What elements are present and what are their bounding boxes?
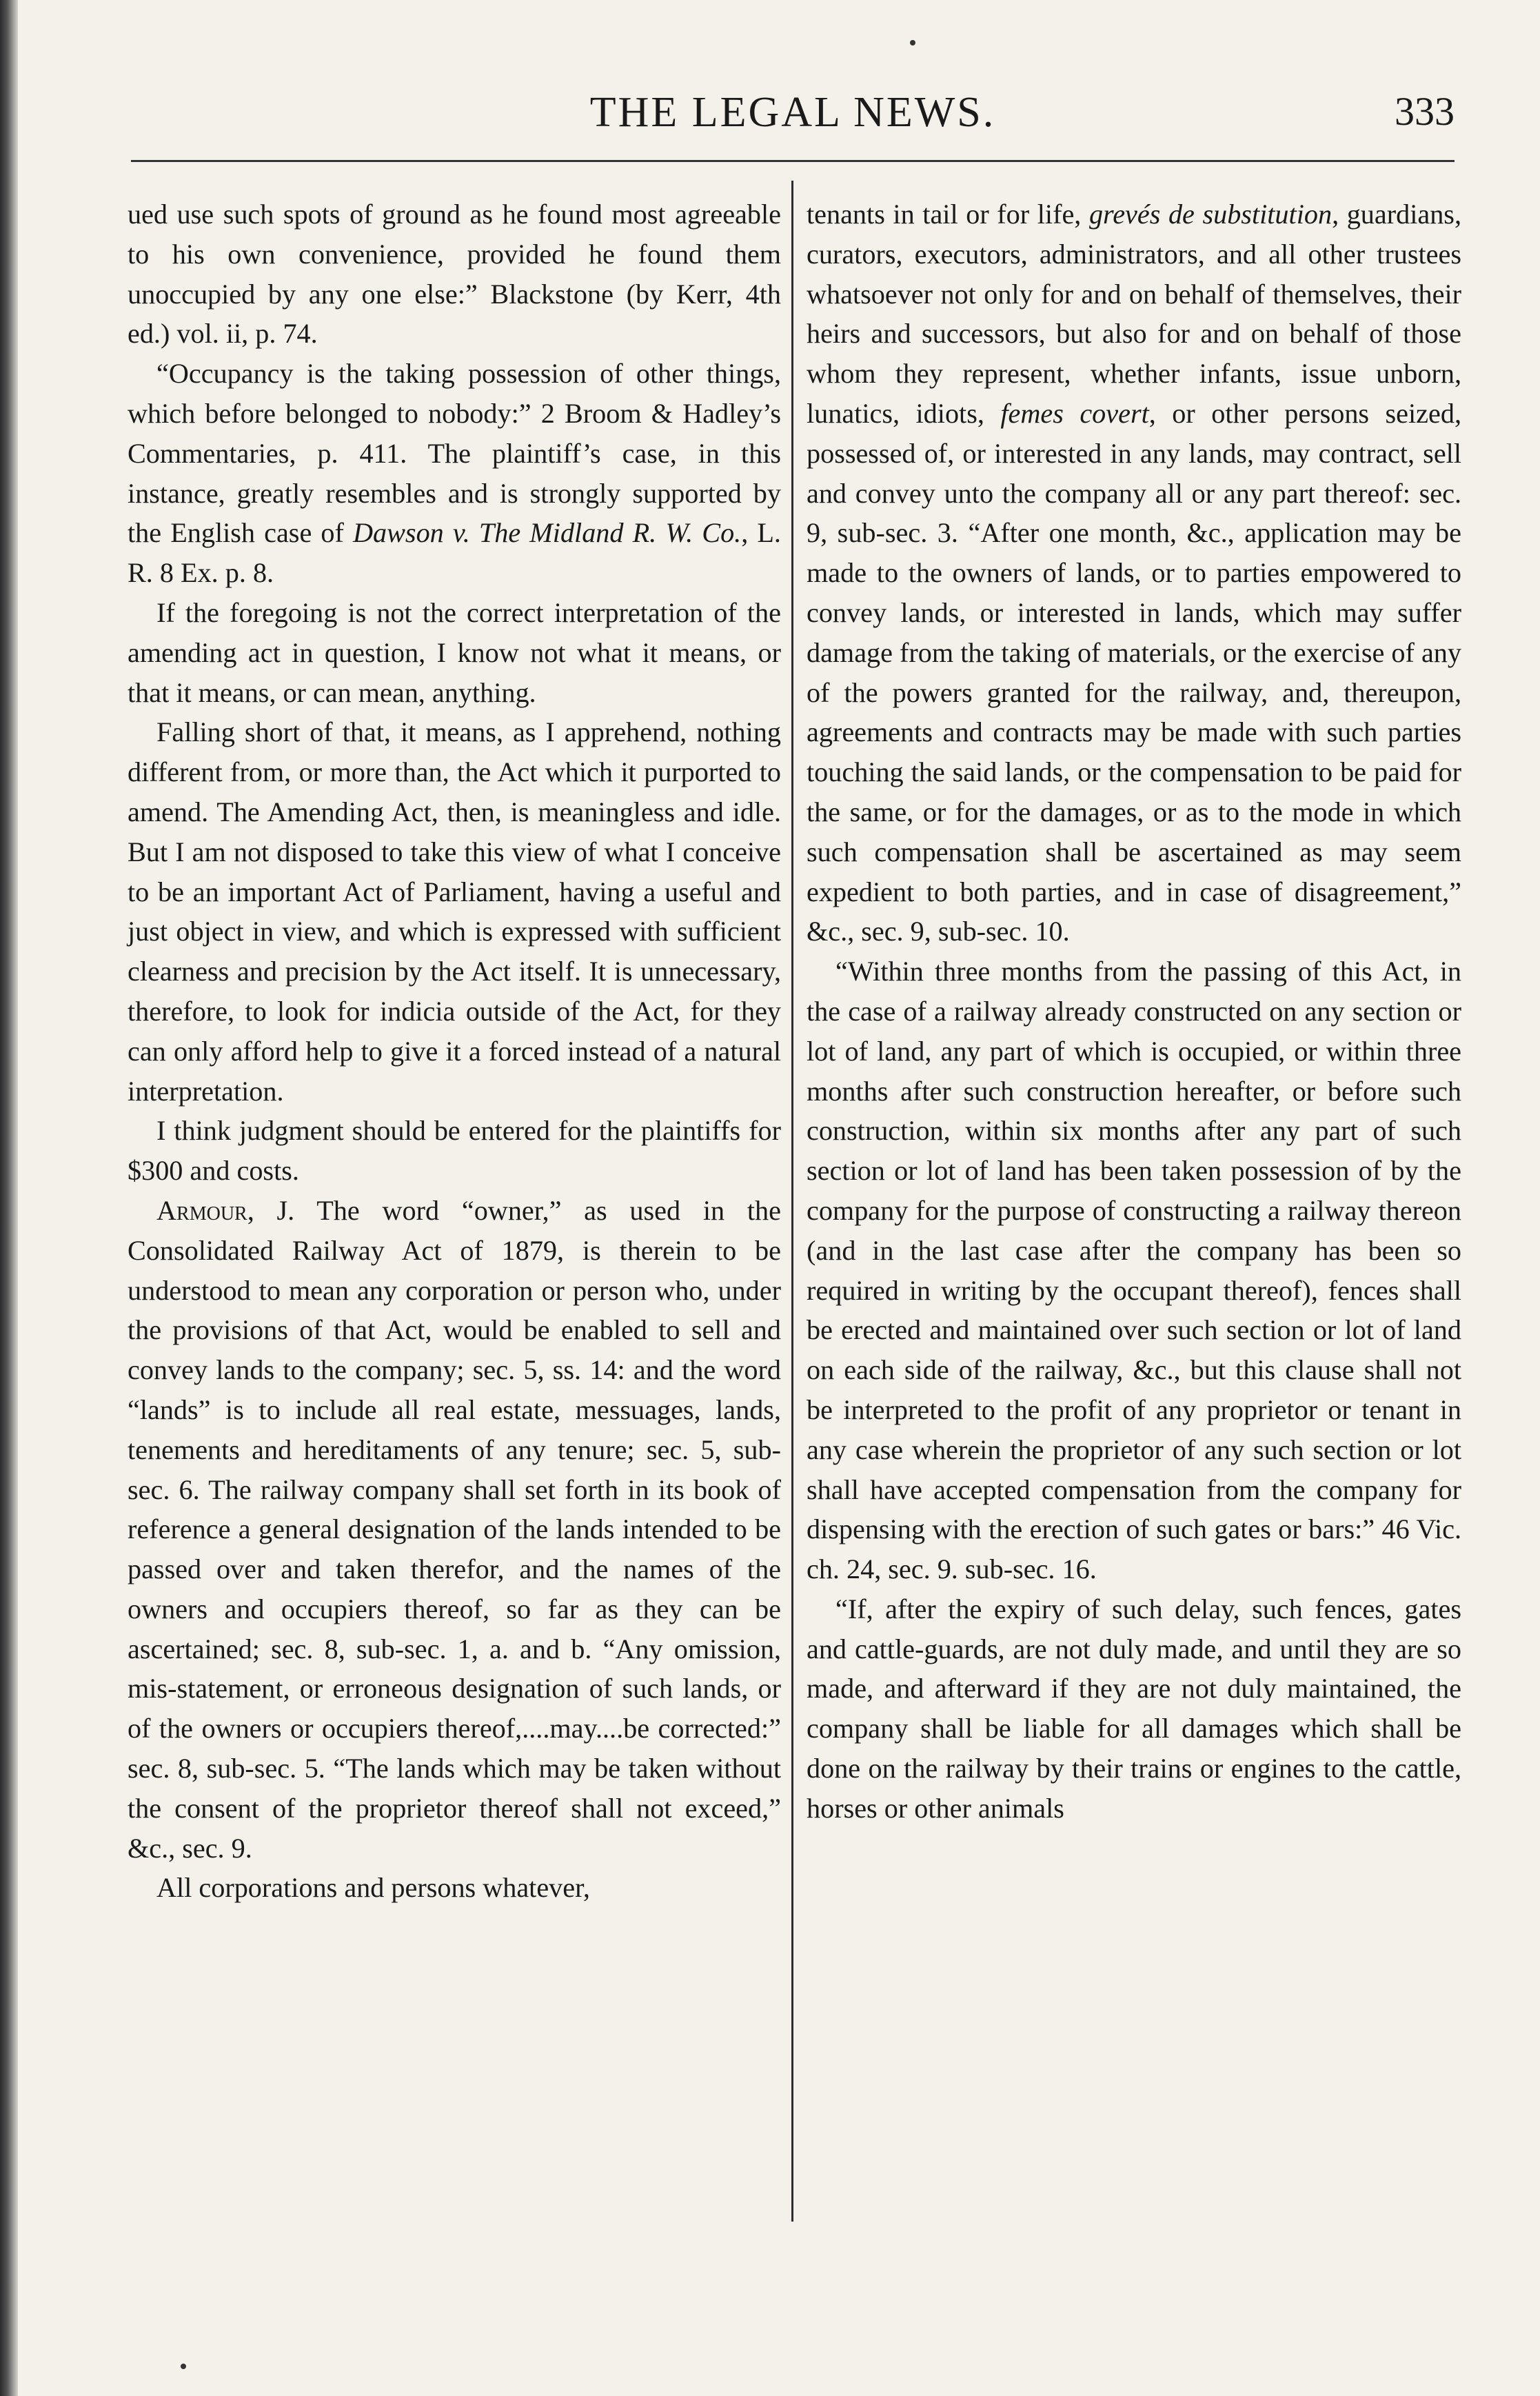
page-number: 333 [1395,89,1455,134]
case-citation: Dawson v. The Midland R. W. Co. [353,517,742,549]
paragraph-text: tenants in tail or for life, [807,199,1089,230]
print-speck [910,40,915,46]
paragraph-text: , guardians, curators, executors, administrators, and all other trustees whatsoever not only for and on behalf of themselves, their heirs and successors, but also for and on behalf of those whom they represent, whether infants, issue unborn, lunatics, idiots, [807,199,1461,429]
paragraph [807,194,1461,952]
paragraph-text: , L. R. 8 Ex. p. 8. [128,517,781,589]
judge-name: Armour, J. [156,1194,295,1226]
column-divider [791,181,793,2222]
paragraph: If the foregoing is not the correct interpretation of the amending act in question, I know not what it means, or that it means, or can mean, anything. [128,596,781,708]
header-rule [131,160,1455,162]
paragraph: Falling short of that, it means, as I apprehend, nothing different from, or more than, the Act which it purported to amend. The Amending Act, then, is meaningless and idle. But I am not disposed to take this view of what I conceive to be an important Act of Parliament, having a useful and just object in view, and which is expressed with sufficient clearness and precision by the Act itself. It is unnecessary, therefore, to look for indicia outside of the Act, for they can only afford help to give it a forced instead of a natural interpretation. [128,716,781,1107]
paragraph-text: “Occupancy is the taking possession of other things, which before belonged to nobody:” 2 Broom & Hadley’s Commentaries, p. 411. The plaintiff’s case, in this instance, greatly resembles and is strongly supported by the English case of [128,358,781,549]
paragraph-text: , or other persons seized, possessed of, or interested in any lands, may contract, sell and convey unto the company all or any part thereof: sec. 9, sub-sec. 3. “After one month, &c., application may be made to the owners of lands, or to parties empowered to convey lands, or interested in lands, which may suffer damage from the taking of materials, or the exercise of any of the powers granted for the railway, and, thereupon, agreements and contracts may be made with such parties touching the said lands, or the compensation to be paid for the same, or for the damages, or as to the mode in which such compensation shall be ascertained as may seem expedient to both parties, and in case of disagreement,” &c., sec. 9, sub-sec. 10. [807,397,1461,947]
page-binding-edge [0,0,18,2396]
paragraph [128,1191,781,1869]
italic-term: femes covert [1000,397,1149,429]
left-column [128,194,781,1908]
print-speck [181,2364,186,2369]
paragraph: All corporations and persons whatever, [156,1872,590,1904]
paragraph: I think judgment should be entered for the plaintiffs for $300 and costs. [128,1115,781,1187]
journal-title: THE LEGAL NEWS. [589,89,996,136]
page-header [131,88,1455,150]
right-column [807,194,1461,1829]
paragraph: ued use such spots of ground as he found most agreeable to his own convenience, provided he found them unoccupied by any one else:” Blackstone (by Kerr, 4th ed.) vol. ii, p. 74. [128,199,781,350]
italic-term: grevés de substitution [1088,199,1333,230]
paragraph: “Within three months from the passing of this Act, in the case of a railway already constructed on any section or lot of land, any part of which is occupied, or within three months after such construction hereafter, or before such construction, within six months after any part of such section or lot of land has been taken possession of by the company for the purpose of constructing a railway thereon (and in the last case after the company has been so required in writing by the occupant thereof), fences shall be erected and maintained over such section or lot of land on each side of the railway, &c., but this clause shall not be interpreted to the profit of any proprietor or tenant in any case wherein the proprietor of any such section or lot shall have accepted compensation from the company for dispensing with the erection of such gates or bars:” 46 Vic. ch. 24, sec. 9. sub-sec. 16. [807,956,1461,1585]
paragraph-text: The word “owner,” as used in the Consolidated Railway Act of 1879, is therein to be understood to mean any corporation or person who, under the provisions of that Act, would be enabled to sell and convey lands to the company; sec. 5, ss. 14: and the word “lands” is to include all real estate, messuages, lands, tenements and hereditaments of any tenure; sec. 5, sub-sec. 6. The railway company shall set forth in its book of reference a general designation of the lands intended to be passed over and taken therefor, and the names of the owners and occupiers thereof, so far as they can be ascertained; sec. 8, sub-sec. 1, a. and b. “Any omission, mis-statement, or erroneous designation of such lands, or of the owners or occupiers thereof,....may....be corrected:” sec. 8, sub-sec. 5. “The lands which may be taken without the consent of the proprietor thereof shall not exceed,” &c., sec. 9. [128,1194,781,1864]
paragraph [128,354,781,593]
paragraph: “If, after the expiry of such delay, such fences, gates and cattle-guards, are not duly made, and until they are so made, and afterward if they are not duly maintained, the company shall be liable for all damages which shall be done on the railway by their trains or engines to the cattle, horses or other animals [807,1593,1461,1824]
